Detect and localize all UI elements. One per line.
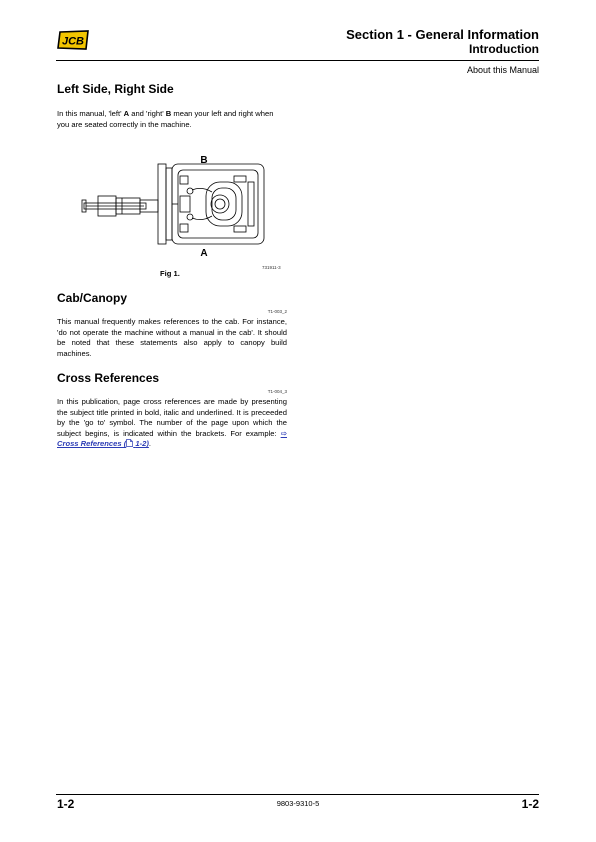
section-title: Section 1 - General Information bbox=[346, 27, 539, 42]
heading-cab-canopy: Cab/Canopy bbox=[57, 291, 128, 305]
text-fragment: In this publication, page cross references are made by presenting the subject title printed in bold, italic and underlined. It is preceeded by the 'go to' symbol. The number of the page upon which the subject begins, is indicated within the brackets. For example: bbox=[57, 397, 287, 438]
document-number: 9803-9310-5 bbox=[276, 799, 320, 808]
text-fragment: mean your left and right when you are seated correctly in the machine. bbox=[57, 109, 274, 129]
machine-top-view-figure bbox=[78, 152, 278, 260]
excavator-top-view-icon bbox=[78, 152, 278, 260]
jcb-logo-icon bbox=[56, 30, 90, 50]
reference-code: T1-004_3 bbox=[267, 389, 287, 394]
paragraph-left-right bbox=[57, 109, 287, 130]
figure-label-a: A bbox=[200, 248, 208, 259]
paragraph-cab-canopy: This manual frequently makes references to the cab. For instance, 'do not operate the machine without a manual in the cab'. It should be noted that these statements also apply to canopy build machines. bbox=[57, 317, 287, 358]
page-icon bbox=[126, 439, 133, 447]
footer-rule bbox=[56, 794, 539, 795]
figure-image-id: 731911-3 bbox=[262, 265, 281, 270]
figure-label-b: B bbox=[200, 155, 208, 166]
page-number-right: 1-2 bbox=[521, 797, 539, 811]
go-to-arrow-icon: ⇨ bbox=[280, 428, 287, 438]
link-text: Cross References ( bbox=[57, 439, 127, 449]
text-fragment: In this manual, 'left' bbox=[57, 109, 124, 118]
heading-left-right: Left Side, Right Side bbox=[57, 82, 174, 96]
label-b: B bbox=[165, 109, 172, 118]
text-fragment: . bbox=[148, 439, 151, 449]
link-page: 1-2) bbox=[135, 439, 149, 449]
figure-caption: Fig 1. bbox=[160, 269, 180, 278]
heading-cross-references: Cross References bbox=[57, 371, 160, 385]
text-fragment: and 'right' bbox=[129, 109, 166, 118]
topic-label: About this Manual bbox=[466, 65, 539, 75]
page-number-left: 1-2 bbox=[57, 797, 75, 811]
logo-text: JCB bbox=[61, 35, 85, 48]
jcb-logo bbox=[56, 30, 90, 50]
header-rule bbox=[56, 60, 539, 61]
subsection-title: Introduction bbox=[469, 42, 539, 56]
reference-code: T1-003_2 bbox=[267, 309, 287, 314]
label-a: A bbox=[123, 109, 130, 118]
paragraph-cross-references bbox=[57, 397, 287, 450]
